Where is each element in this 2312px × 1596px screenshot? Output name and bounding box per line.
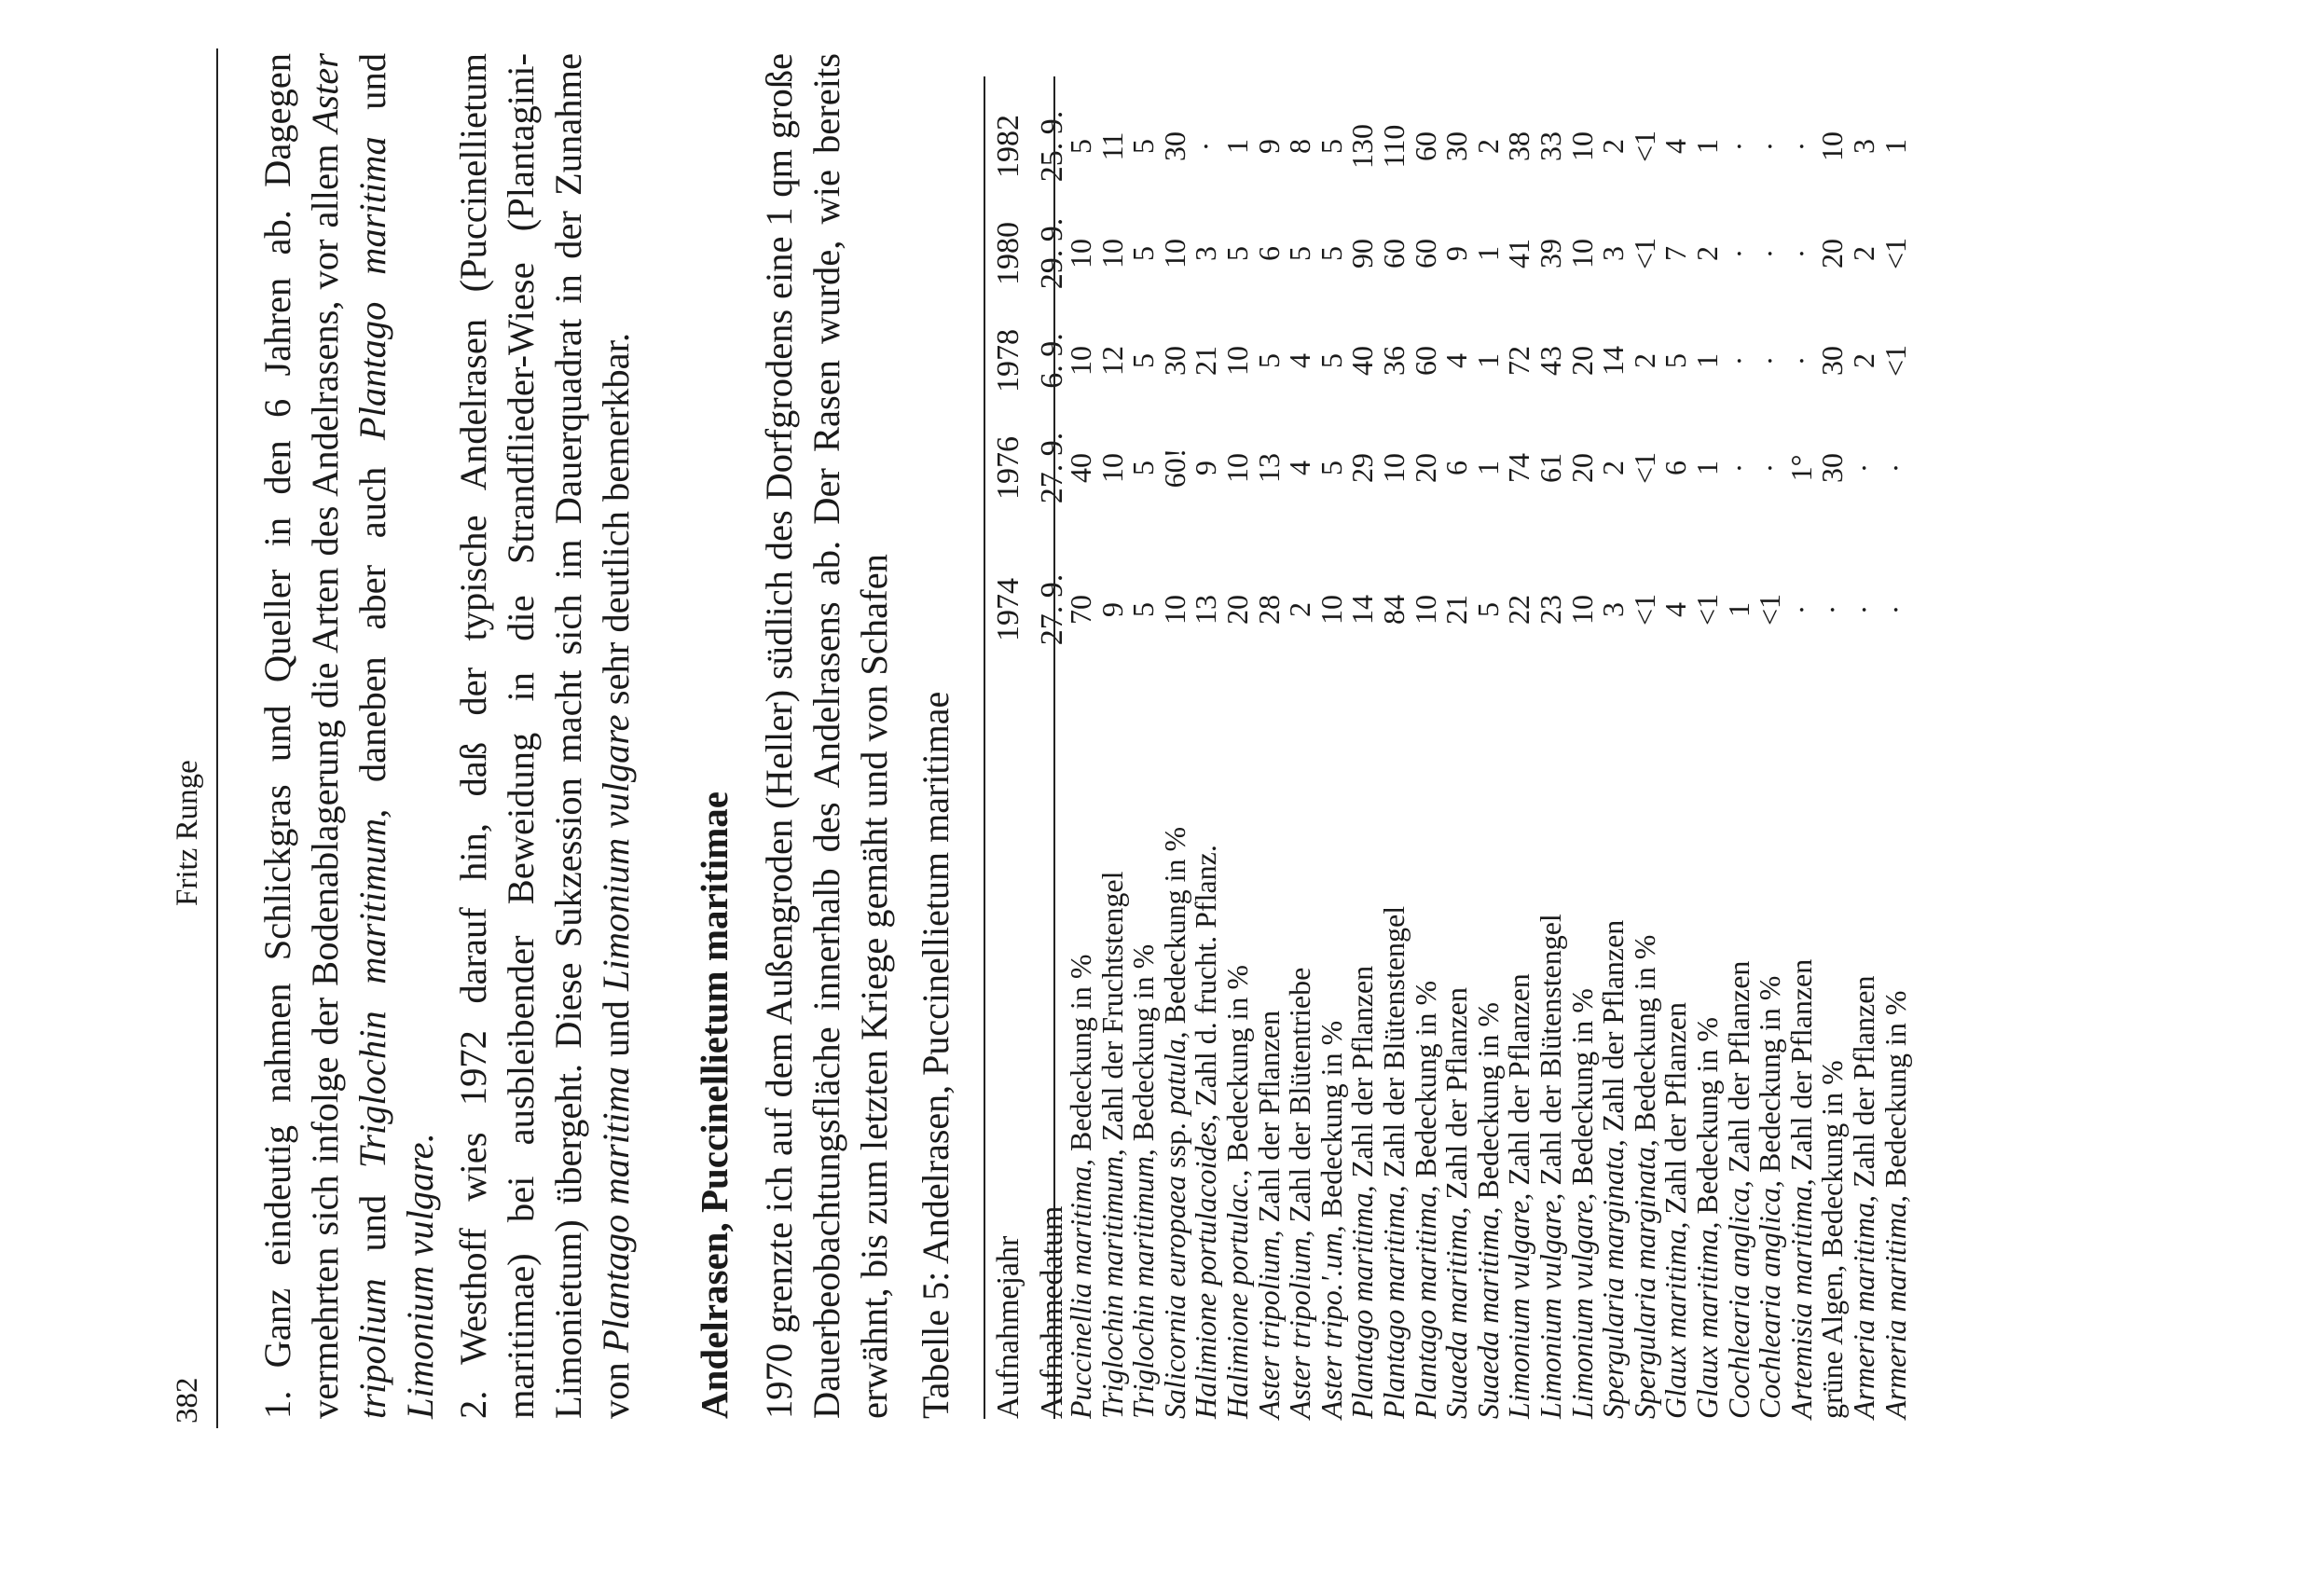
table-cell: 72 (1502, 346, 1536, 376)
table-cell: 70 (1064, 595, 1097, 625)
table-cell: 60! (1157, 447, 1191, 488)
table-cell: · (1721, 248, 1755, 259)
table-row (1754, 76, 1786, 1419)
table-cell: · (1753, 355, 1787, 366)
measure-text: Bedeckung in % (1753, 975, 1787, 1181)
species-name: Halimione portulac., (1220, 1169, 1254, 1419)
table-cell: 5 (1220, 246, 1254, 261)
measure-text: Zahl der Blütenstengel (1377, 905, 1411, 1186)
measure-text: Zahl der Blütentriebe (1283, 967, 1317, 1231)
species-name: Limonium vulgare, (1534, 1192, 1567, 1419)
table-row (1410, 76, 1442, 1419)
table-row (1190, 76, 1222, 1419)
text-segment: Limonium vulgare. (399, 1133, 441, 1419)
table-row (1472, 76, 1505, 1419)
year-cell: 1974 (991, 578, 1025, 641)
row-label (1472, 1002, 1505, 1419)
table-cell: 2 (1596, 461, 1631, 475)
text-segment: Plantago maritima (351, 136, 393, 441)
table-cell: 2 (1596, 139, 1631, 154)
measure-text: Bedeckung in % (1564, 988, 1599, 1193)
table-cell: 10 (1064, 239, 1097, 268)
table-row (1253, 76, 1286, 1419)
table-cell: 11 (1094, 131, 1129, 161)
table-cell: 1 (1470, 353, 1505, 368)
table-cell: 1 (1690, 139, 1724, 154)
table-cell: 14 (1596, 346, 1631, 376)
year-header-label: Aufnahmejahr (991, 1235, 1025, 1419)
table-cell: 33 (1534, 131, 1567, 161)
species-name: Limonium vulgare, (1502, 1192, 1536, 1419)
text-segment: daneben aber auch (351, 440, 393, 809)
table-row (1785, 76, 1818, 1419)
table-rule-top (984, 76, 985, 1419)
row-label (1440, 987, 1473, 1419)
table-cell: 2 (1470, 139, 1505, 154)
table-cell: 130 (1345, 124, 1380, 169)
year-cell: 1982 (991, 115, 1025, 178)
table-cell: 2 (1283, 602, 1317, 617)
table-cell: 20 (1220, 595, 1254, 625)
measure-text: Zahl der Pflanzen (1596, 919, 1631, 1140)
date-header-label: Aufnahmedatum (1035, 1205, 1069, 1419)
table-cell: 43 (1534, 346, 1567, 376)
measure-text: Zahl der Pflanzen (1502, 973, 1536, 1193)
measure-text: ssp. (1157, 1115, 1191, 1176)
row-label (1346, 966, 1379, 1419)
table-cell: · (1783, 141, 1818, 152)
table-cell: 3 (1847, 139, 1880, 154)
table-cell: <1 (1627, 130, 1661, 163)
table-cell: · (1721, 462, 1755, 474)
text-segment: Plantago maritima (595, 1066, 637, 1354)
text-segment: Limonium vulgare (595, 714, 637, 991)
table-cell: 21 (1189, 346, 1223, 376)
table-cell: 6 (1439, 461, 1474, 475)
species-name: Aster tripolium, (1283, 1230, 1317, 1419)
row-label (1096, 872, 1129, 1420)
species-name: Spergularia marginata, (1627, 1139, 1661, 1419)
row-label (1315, 1021, 1348, 1419)
table-cell: 5 (1314, 139, 1348, 154)
row-label (1065, 954, 1097, 1419)
row-label (1629, 935, 1661, 1419)
table-cell: <1 (1753, 593, 1787, 626)
row-label (1659, 1002, 1692, 1419)
text-segment: 2. Westhoff wies 1972 darauf hin, daß der typische Andelrasen (Puccinellietum maritimae) bei ausbleibender Beweidung in die Strandflieder-Wiese (Plantagini-Limonietum) übergeht. Diese Sukzession macht sich im Dauerquadrat in der Zunahme von (452, 53, 637, 1419)
table-cell: <1 (1878, 344, 1912, 378)
table-cell: 3 (1189, 246, 1223, 261)
section-heading: Andelrasen, Puccinellietum maritimae (693, 791, 736, 1419)
table-cell: 1 (1721, 602, 1755, 617)
table-row (1284, 76, 1316, 1419)
table-cell: 20 (1408, 453, 1442, 483)
table-row (1503, 76, 1535, 1419)
table-cell: 60 (1408, 131, 1442, 161)
table-cell: 13 (1189, 595, 1223, 625)
date-cell: 27. 9. (1035, 432, 1069, 504)
text-segment: 1. Ganz eindeutig nahmen Schlickgras und Queller in den 6 Jahren ab. Dagegen vermehrten sich infolge der Bodenablagerung die Arten des Andelrasens, vor allem (256, 53, 346, 1419)
measure-text: Bedeckung in % (1878, 990, 1912, 1195)
row-label (1503, 973, 1535, 1419)
row-label (1253, 1011, 1286, 1419)
table-cell: 10 (1094, 239, 1129, 268)
table-cell: 4 (1658, 602, 1693, 617)
species-name: Spergularia marginata, (1596, 1139, 1631, 1419)
row-label (1785, 959, 1818, 1419)
text-segment: Aster tripolium (304, 53, 393, 1419)
table-cell: 20 (1564, 453, 1599, 483)
table-row (1816, 76, 1849, 1419)
row-label (1159, 827, 1191, 1419)
table-cell: 5 (1658, 353, 1693, 368)
row-label (1221, 965, 1254, 1419)
table-cell: 10 (1064, 346, 1097, 376)
row-label (1190, 845, 1222, 1419)
text-segment: sehr deutlich bemerkbar. (595, 333, 637, 715)
table-cell: 1 (1470, 246, 1505, 261)
species-name: Limonium vulgare, (1564, 1192, 1599, 1419)
year-cell: 1978 (991, 329, 1025, 392)
table-cell: 5 (1126, 602, 1161, 617)
species-name: Cochlearia anglica, (1721, 1180, 1755, 1419)
species-name: Triglochin maritimum, (1094, 1149, 1129, 1419)
row-label (1127, 944, 1160, 1419)
table-cell: 7 (1658, 246, 1693, 261)
table-caption: Tabelle 5: Andelrasen, Puccinellietum maritimae (915, 691, 956, 1419)
table-cell: 84 (1377, 595, 1411, 625)
table-cell: 2 (1690, 246, 1724, 261)
date-cell: 25. 9. (1035, 110, 1069, 183)
species-name: Artemisia maritima, (1783, 1178, 1818, 1419)
row-label (1534, 914, 1567, 1419)
species-name: Suaeda maritima, (1439, 1206, 1474, 1419)
table-cell: 6 (1251, 246, 1286, 261)
text-segment: und (351, 52, 393, 137)
measure-text: Bedeckung in % (1064, 954, 1097, 1159)
row-label (1597, 920, 1630, 1419)
text-segment: Triglochin maritimum, (351, 808, 393, 1169)
table-cell: 1 (1220, 139, 1254, 154)
date-cell: 29. 9. (1035, 217, 1069, 290)
table-cell: · (1815, 604, 1850, 615)
table-cell: 1 (1690, 353, 1724, 368)
measure-text: Zahl der Pflanzen (1783, 958, 1818, 1179)
table-cell: 9 (1094, 602, 1129, 617)
table-cell: 10 (1314, 595, 1348, 625)
table-cell: 38 (1502, 131, 1536, 161)
table-cell: 1 (1470, 461, 1505, 475)
table-cell: 40 (1345, 346, 1380, 376)
table-cell: 74 (1502, 453, 1536, 483)
table-cell: 3 (1596, 246, 1631, 261)
table-cell: <1 (1627, 593, 1661, 626)
measure-text: Zahl der Pflanzen (1345, 965, 1380, 1186)
table-row (1065, 76, 1097, 1419)
table-row (1315, 76, 1348, 1419)
table-cell: 20 (1564, 346, 1599, 376)
table-cell: 10 (1564, 131, 1599, 161)
table-cell: 1 (1690, 461, 1724, 475)
date-cell: 27. 9. (1035, 573, 1069, 646)
species-name: Armeria maritima, (1878, 1195, 1912, 1419)
table-cell: 10 (1220, 453, 1254, 483)
species-name: patula, (1157, 1031, 1191, 1116)
table-row (1440, 76, 1473, 1419)
table-cell: 14 (1345, 595, 1380, 625)
measure-text: Zahl der Pflanzen (1847, 975, 1880, 1195)
species-name: Halimione portulacoides, (1189, 1113, 1223, 1419)
table-cell: <1 (1690, 593, 1724, 626)
table-row (1096, 76, 1129, 1419)
table-cell: · (1783, 355, 1818, 366)
measure-text: Bedeckung in % (1470, 1001, 1505, 1207)
table-cell: 4 (1283, 353, 1317, 368)
table-row (1159, 76, 1191, 1419)
table-cell: 5 (1314, 246, 1348, 261)
table-cell: 90 (1345, 239, 1380, 268)
row-label (1723, 961, 1755, 1419)
table-cell: 5 (1126, 139, 1161, 154)
row-label (1848, 976, 1880, 1419)
table-cell: · (1721, 141, 1755, 152)
table-cell: 22 (1502, 595, 1536, 625)
table-row (1723, 76, 1755, 1419)
table-cell: 30 (1815, 453, 1850, 483)
table-cell: 30 (1815, 346, 1850, 376)
table-cell: 9 (1251, 139, 1286, 154)
table-cell: 4 (1439, 353, 1474, 368)
row-label (1410, 981, 1442, 1419)
table-cell: 2 (1847, 353, 1880, 368)
row-label (1284, 968, 1316, 1419)
table-row (1597, 76, 1630, 1419)
table-cell: 2 (1627, 353, 1661, 368)
table-cell: 110 (1377, 124, 1411, 169)
table-row (1566, 76, 1599, 1419)
table-cell: 30 (1157, 346, 1191, 376)
table-cell: 30 (1439, 131, 1474, 161)
species-name: Salicornia europaea (1157, 1176, 1191, 1419)
table-row (1691, 76, 1724, 1419)
table-cell: 20 (1815, 239, 1850, 268)
measure-text: Zahl d. frucht. Pflanz. (1189, 845, 1223, 1114)
measure-text: Zahl der Pflanzen (1721, 960, 1755, 1181)
table-cell: 39 (1534, 239, 1567, 268)
table-row (1659, 76, 1692, 1419)
table-cell: 8 (1283, 139, 1317, 154)
table-cell: 5 (1283, 246, 1317, 261)
table-cell: · (1847, 462, 1880, 474)
table-row (1378, 76, 1411, 1419)
row-label (1754, 976, 1786, 1419)
table-row (1127, 76, 1160, 1419)
species-name: Plantago maritima, (1345, 1185, 1380, 1419)
species-name: Glaux maritima, (1658, 1221, 1693, 1419)
species-name: Suaeda maritima, (1470, 1206, 1505, 1419)
measure-text: Bedeckung in % (1314, 1020, 1348, 1226)
text-segment: 1970 grenzte ich auf dem Außengroden (Heller) südlich des Dorfgrodens eine 1 qm große Dauerbeobachtungsfläche innerhalb des Andelrasens ab. Der Rasen wurde, wie bereits erwähnt, bis zum letzten Kriege gemäht und von Schafen (758, 53, 895, 1419)
species-name: Glaux maritima, (1690, 1221, 1724, 1419)
table-cell: 10 (1094, 453, 1129, 483)
paragraph-1 (254, 53, 444, 1419)
table-row (1629, 76, 1661, 1419)
table-cell: <1 (1878, 237, 1912, 270)
table-cell: · (1783, 248, 1818, 259)
table-cell: 5 (1470, 602, 1505, 617)
table-cell: 30 (1157, 131, 1191, 161)
row-label (1566, 988, 1599, 1419)
species-name: Aster tripo.'.um, (1314, 1225, 1348, 1419)
table-cell: · (1753, 248, 1787, 259)
paragraph-2 (449, 53, 640, 1419)
species-name: Plantago maritima, (1377, 1185, 1411, 1419)
measure-text: Zahl der Blütenstengel (1534, 914, 1567, 1193)
row-label (1378, 906, 1411, 1419)
table-cell: 1 (1878, 139, 1912, 154)
table-cell: 60 (1377, 239, 1411, 268)
table-cell: 60 (1408, 239, 1442, 268)
table-cell: 5 (1314, 461, 1348, 475)
table-cell: 10 (1815, 131, 1850, 161)
table-cell: · (1878, 462, 1912, 474)
table-cell: 9 (1189, 461, 1223, 475)
table-cell: 10 (1564, 595, 1599, 625)
table-cell: 4 (1658, 139, 1693, 154)
text-segment: und (595, 990, 637, 1066)
measure-text: Bedeckung in % (1126, 943, 1161, 1149)
row-label (1879, 991, 1912, 1420)
table-cell: 36 (1377, 346, 1411, 376)
table-cell: 5 (1314, 353, 1348, 368)
table-cell: 5 (1126, 353, 1161, 368)
table-cell: · (1753, 462, 1787, 474)
row-label (1691, 1017, 1724, 1419)
table-cell: <1 (1627, 237, 1661, 270)
table-cell: 2 (1847, 246, 1880, 261)
table-cell: 12 (1094, 346, 1129, 376)
table-cell: 1° (1783, 454, 1818, 482)
table-cell: 61 (1534, 453, 1567, 483)
table-cell: 23 (1534, 595, 1567, 625)
species-name: Armeria maritima, (1847, 1195, 1880, 1419)
measure-text: Zahl der Fruchtstengel (1094, 871, 1129, 1149)
table-cell: 6 (1658, 461, 1693, 475)
table-cell: 4 (1283, 461, 1317, 475)
table-cell: 10 (1157, 595, 1191, 625)
table-cell: 40 (1064, 453, 1097, 483)
measure-text: Bedeckung in % (1690, 1016, 1724, 1222)
date-cell: 6. 9. (1035, 333, 1069, 389)
table-cell: 10 (1377, 453, 1411, 483)
table-cell: 10 (1408, 595, 1442, 625)
table-rule-header (1053, 76, 1055, 1419)
table-row (1879, 76, 1912, 1419)
table-cell: <1 (1627, 451, 1661, 485)
table-cell: 9 (1439, 246, 1474, 261)
table-cell: 41 (1502, 239, 1536, 268)
measure-text: grüne Algen, Bedeckung in % (1815, 1060, 1850, 1419)
species-name: Triglochin maritimum, (1126, 1149, 1161, 1419)
table-cell: 5 (1126, 461, 1161, 475)
measure-text: Bedeckung in % (1157, 826, 1191, 1032)
measure-text: Zahl der Pflanzen (1251, 1010, 1286, 1231)
table-cell: · (1753, 141, 1787, 152)
year-cell: 1976 (991, 436, 1025, 500)
measure-text: Bedeckung in % (1627, 934, 1661, 1140)
table-cell: · (1721, 355, 1755, 366)
table-cell: 28 (1251, 595, 1286, 625)
paragraph-3 (755, 53, 898, 1419)
table-row (1221, 76, 1254, 1419)
table-cell: 5 (1251, 353, 1286, 368)
table-cell: 5 (1064, 139, 1097, 154)
table-cell: 10 (1157, 239, 1191, 268)
species-name: Cochlearia anglica, (1753, 1180, 1787, 1419)
species-name: Aster tripolium, (1251, 1230, 1286, 1419)
table-cell: 29 (1345, 453, 1380, 483)
header-rule (216, 48, 218, 1428)
table-row (1346, 76, 1379, 1419)
table-cell: 10 (1220, 346, 1254, 376)
measure-text: Zahl der Pflanzen (1658, 1002, 1693, 1222)
page-number: 382 (171, 1377, 204, 1424)
table-cell: 60 (1408, 346, 1442, 376)
table-row (1534, 76, 1567, 1419)
table-cell: · (1847, 604, 1880, 615)
row-label (1816, 1060, 1849, 1419)
table-cell: 21 (1439, 595, 1474, 625)
table-cell: · (1878, 604, 1912, 615)
running-head: Fritz Runge (171, 760, 204, 906)
table-cell: 5 (1126, 246, 1161, 261)
table-cell: · (1783, 604, 1818, 615)
table-cell: · (1189, 141, 1223, 152)
table-cell: 10 (1564, 239, 1599, 268)
species-name: Plantago maritima, (1408, 1185, 1442, 1419)
text-segment: und (351, 1168, 393, 1279)
year-cell: 1980 (991, 222, 1025, 285)
table-cell: 3 (1596, 602, 1631, 617)
species-name: Puccinellia maritima, (1064, 1158, 1097, 1419)
table-row (1848, 76, 1880, 1419)
table-cell: 13 (1251, 453, 1286, 483)
measure-text: Bedeckung in % (1408, 980, 1442, 1186)
measure-text: Zahl der Pflanzen (1439, 987, 1474, 1207)
measure-text: Bedeckung in % (1220, 964, 1254, 1170)
